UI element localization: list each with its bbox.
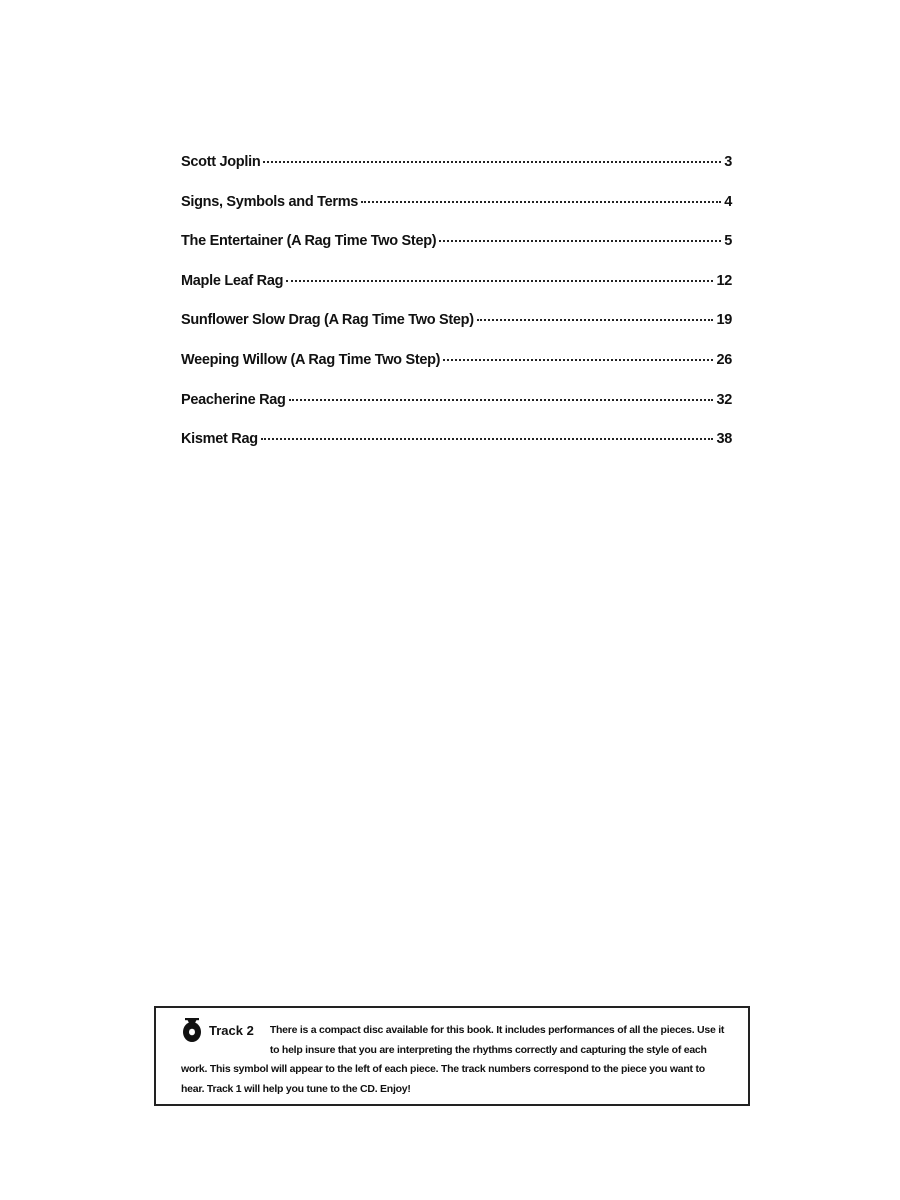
- toc-entry-page: 5: [724, 233, 732, 250]
- cd-description: There is a compact disc available for this book. It includes performances of all the pieces. Use it to help insure that you are interpreting the rhythms correctly and capturing the style of each work. This symbol will appear to the left of each piece. The track numbers correspond to the piece you want to hear. Track 1 will help you tune to the CD. Enjoy!: [181, 1024, 725, 1095]
- toc-entry-title: Weeping Willow (A Rag Time Two Step): [181, 351, 441, 368]
- dot-leader: [289, 399, 714, 401]
- toc-entry-page: 32: [716, 391, 732, 408]
- toc-entry-page: 3: [724, 154, 732, 170]
- toc-entry-page: 4: [724, 193, 732, 210]
- toc-entry-title: Scott Joplin: [181, 154, 261, 170]
- dot-leader: [263, 161, 721, 163]
- cd-info-box: [154, 1006, 750, 1106]
- cd-track-label: Track 2: [209, 1022, 254, 1038]
- toc-entry[interactable]: [181, 352, 732, 392]
- dot-leader: [286, 280, 713, 282]
- toc-entry-page: 12: [716, 272, 732, 289]
- toc-entry-page: 19: [716, 312, 732, 329]
- toc-entry[interactable]: [181, 273, 732, 313]
- toc-entry-title: Kismet Rag: [181, 431, 258, 448]
- toc-entry-page: 38: [716, 431, 732, 448]
- dot-leader: [439, 240, 721, 242]
- dot-leader: [477, 319, 714, 321]
- cd-track-marker: [181, 1015, 254, 1045]
- toc-entry[interactable]: [181, 392, 732, 432]
- toc-entry[interactable]: [181, 194, 732, 234]
- dot-leader: [443, 359, 713, 361]
- toc-entry[interactable]: [181, 233, 732, 273]
- toc-entry[interactable]: [181, 312, 732, 352]
- toc-entry[interactable]: [181, 431, 732, 471]
- toc-entry-title: The Entertainer (A Rag Time Two Step): [181, 233, 437, 250]
- toc-entry[interactable]: [181, 154, 732, 194]
- toc-entry-title: Sunflower Slow Drag (A Rag Time Two Step): [181, 312, 474, 329]
- cd-icon: [181, 1016, 203, 1044]
- toc-entry-page: 26: [716, 351, 732, 368]
- table-of-contents: [181, 154, 732, 471]
- toc-entry-title: Signs, Symbols and Terms: [181, 193, 359, 210]
- toc-entry-title: Peacherine Rag: [181, 391, 286, 408]
- dot-leader: [361, 201, 721, 203]
- toc-entry-title: Maple Leaf Rag: [181, 272, 284, 289]
- dot-leader: [261, 438, 714, 440]
